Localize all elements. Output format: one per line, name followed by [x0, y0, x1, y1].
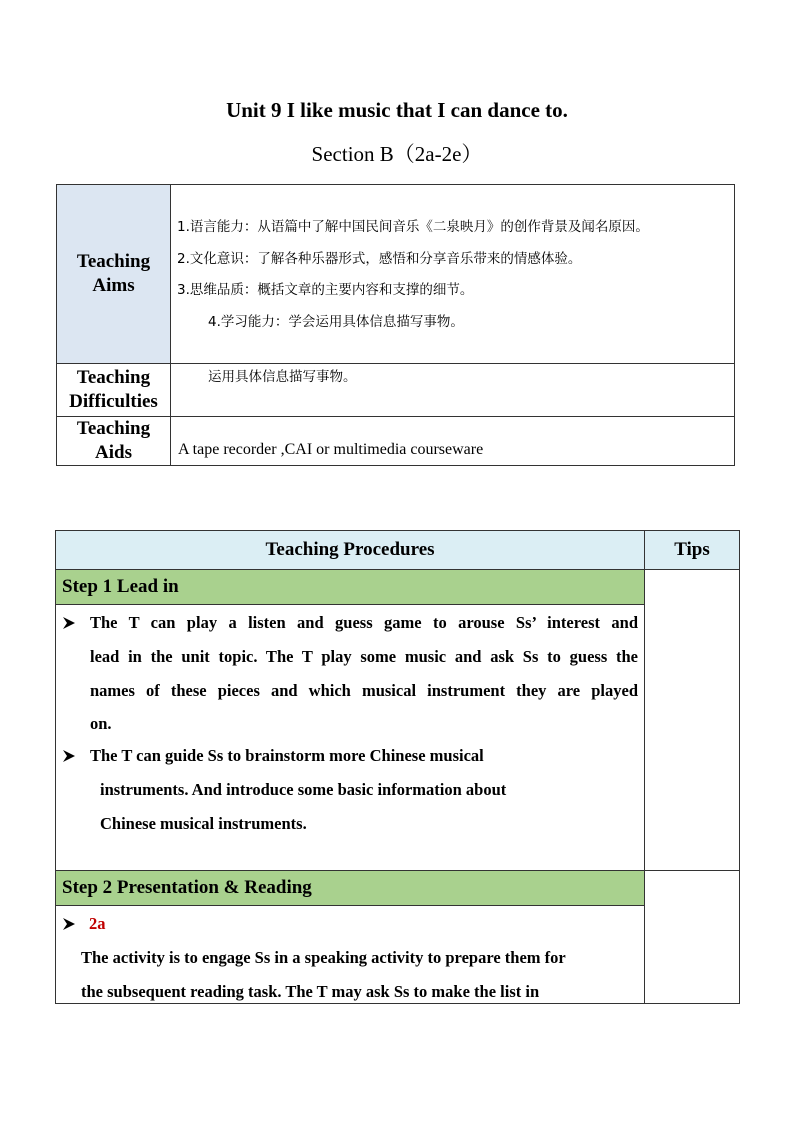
aim-item: 2.文化意识：了解各种乐器形式，感悟和分享音乐带来的情感体验。: [177, 251, 582, 267]
document-subtitle: Section B（2a-2e）: [311, 142, 483, 166]
step1-bullet1-line: The T can play a listen and guess game to arouse Ss’ interest and: [90, 613, 638, 632]
arrow-bullet-icon: [61, 748, 77, 764]
step2-line: the subsequent reading task. The T may ask Ss to make the list in: [81, 982, 540, 1001]
aim-item: 1.语言能力：从语篇中了解中国民间音乐《二泉映月》的创作背景及闻名原因。: [177, 219, 649, 235]
step1-bullet1-line: on.: [90, 714, 112, 733]
aids-content: A tape recorder ,CAI or multimedia courseware: [178, 441, 484, 458]
arrow-bullet-icon: [61, 615, 77, 631]
difficulties-row: [57, 364, 734, 417]
row-divider: [56, 905, 644, 906]
column-divider: [644, 531, 645, 1003]
step2-sub-label: 2a: [89, 914, 106, 933]
tips-header: Tips: [645, 531, 739, 569]
step1-bullet2-line: instruments. And introduce some basic information about: [100, 780, 507, 799]
procedures-header: Teaching Procedures: [56, 531, 644, 569]
row-divider: [56, 604, 644, 605]
procedures-table: [55, 530, 740, 1004]
aim-item: 4.学习能力：学会运用具体信息描写事物。: [208, 314, 464, 330]
aim-item: 3.思维品质：概括文章的主要内容和支撑的细节。: [177, 282, 474, 298]
difficulties-label: Teaching Difficulties: [57, 364, 171, 416]
step1-bullet2-line: Chinese musical instruments.: [100, 814, 307, 833]
aids-row: [57, 417, 734, 465]
info-table: [56, 184, 735, 466]
step1-bullet1-line: lead in the unit topic. The T play some music and ask Ss to guess the: [90, 647, 638, 666]
aims-row: [57, 185, 734, 364]
document-title: Unit 9 I like music that I can dance to.: [226, 98, 568, 122]
step2-title: Step 2 Presentation & Reading: [56, 871, 644, 905]
step1-bullet2-line: The T can guide Ss to brainstorm more Chinese musical: [90, 746, 484, 765]
arrow-bullet-icon: [61, 916, 77, 932]
aims-content: [172, 185, 734, 363]
aids-label: Teaching Aids: [57, 417, 171, 465]
step2-line: The activity is to engage Ss in a speaking activity to prepare them for: [81, 948, 566, 967]
step1-bullet1-line: names of these pieces and which musical instrument they are played: [90, 681, 638, 700]
difficulties-content: 运用具体信息描写事物。: [208, 369, 357, 385]
step1-title: Step 1 Lead in: [56, 570, 644, 604]
aims-label: Teaching Aims: [57, 185, 171, 363]
